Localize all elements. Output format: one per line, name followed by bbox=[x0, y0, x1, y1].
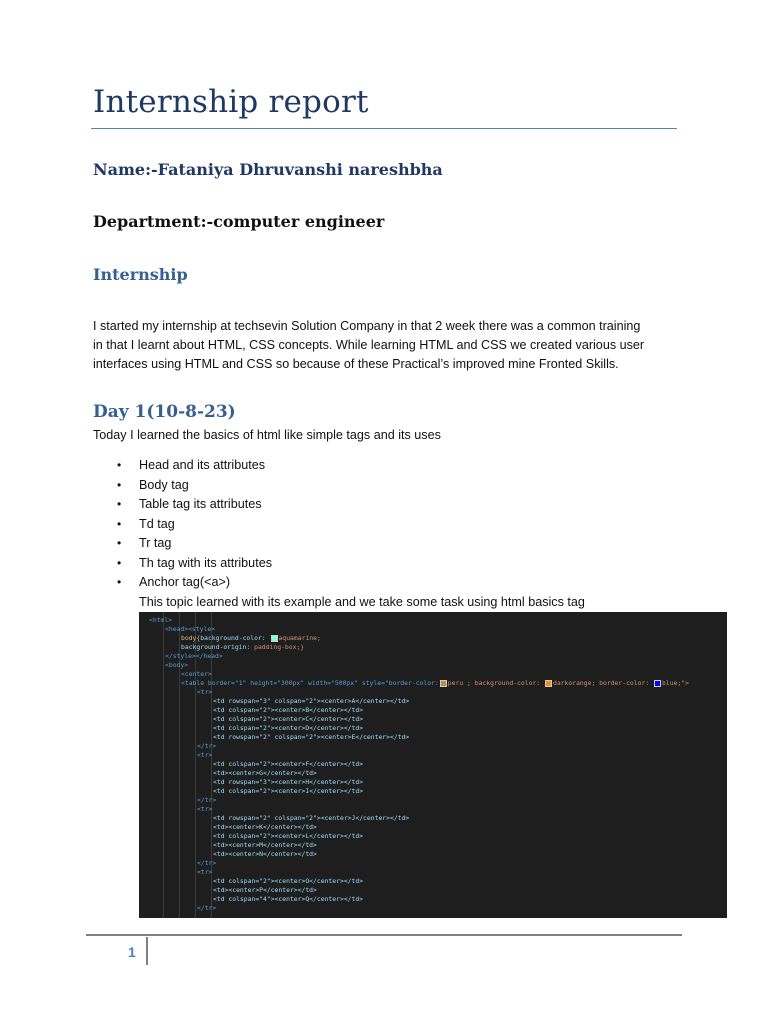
code-line: <td rowspan="2" colspan="2"><center>E</center></td> bbox=[213, 733, 410, 741]
document-page: Internship report Name:-Fataniya Dhruvanshi nareshbha Department:-computer engineer Internship I started my internship at techsevin Solution Company in that 2 week there was a common training in that I learnt about HTML, CSS concepts. While learning HTML and CSS we created various user interfaces using HTML and CSS so because of these Practical’s improved mine Fronted Skills. Day 1(10-8-23) Today I learned the basics of html like simple tags and its uses • Head and its attributes • Body tag • Table tag its attributes • Td tag • Tr tag • Th tag with its attributes • Anchor tag(<a>) This topic learned with its example and we take some task using html basics tag <html> <head><style> body{background-color: aquamarine; background-origin: padding-box;} </style></head> <body> <center> <table border="1" height="300px" width="500px" style="border-color: peru ; background-color: darkorange; border-color: blue;"> <tr> <td rowspan="3" colspan="2"><center>A</center></td> <td colspan="2"><center>B</center></td> <td colspan="2"><center>C</center></td> <td colspan="2"><center>D</center></td> <td rowspan="2" colspan="2"><center>E</center></td> </tr> <tr> <td colspan="2"><center>F</center></td> <td><center>G</center></td> <td rowspan="3"><center>H</center></td> <td colspan="2"><center>I</center></td> </tr> <tr> <td rowspan="2" colspan="2"><center>J</center></td> <td><center>K</center></td> <td colspan="2"><center>L</center></td> <td><center>M</center></td> <td><center>N</center></td> </tr> <tr> <td colspan="2"><center>O</center></td> <td><center>P</center></td> <td colspan="4"><center>Q</center></td> </tr> 1 bbox=[0, 0, 768, 1024]
code-line: <body> bbox=[165, 661, 189, 669]
title-underline bbox=[91, 128, 677, 129]
code-line: <head><style> bbox=[165, 625, 216, 633]
code-line: <tr> bbox=[197, 868, 213, 876]
code-line: <td colspan="2"><center>C</center></td> bbox=[213, 715, 364, 723]
code-line: <td rowspan="2" colspan="2"><center>J</center></td> bbox=[213, 814, 410, 822]
bullet-icon: • bbox=[117, 458, 122, 472]
bullet-icon: • bbox=[117, 555, 122, 570]
code-line: <td colspan="2"><center>B</center></td> bbox=[213, 706, 364, 714]
internship-paragraph bbox=[93, 317, 683, 374]
code-line: background-origin: padding-box;} bbox=[181, 643, 305, 651]
code-line: <table border="1" height="300px" width="500px" style="border-color: peru ; background-color: darkorange; border-color: blue;"> bbox=[181, 679, 689, 687]
code-line: <td colspan="2"><center>D</center></td> bbox=[213, 724, 364, 732]
topic-note: This topic learned with its example and we take some task using html basics tag bbox=[139, 595, 585, 609]
indent-guide bbox=[163, 612, 164, 918]
code-line: <td colspan="2"><center>L</center></td> bbox=[213, 832, 364, 840]
department: Department:-computer engineer bbox=[93, 212, 385, 231]
bullet-icon: • bbox=[117, 575, 122, 589]
internship-heading: Internship bbox=[93, 265, 188, 284]
day-heading: Day 1(10-8-23) bbox=[93, 402, 236, 422]
code-line: </style></head> bbox=[165, 652, 223, 660]
code-line: <tr> bbox=[197, 805, 213, 813]
code-line: <html> bbox=[149, 616, 173, 624]
code-line: <td><center>P</center></td> bbox=[213, 886, 317, 894]
report-title: Internship report bbox=[93, 84, 369, 120]
code-line: <td><center>G</center></td> bbox=[213, 769, 317, 777]
code-line: <td colspan="4"><center>Q</center></td> bbox=[213, 895, 364, 903]
code-line: body{background-color: aquamarine; bbox=[181, 634, 321, 642]
code-line: <center> bbox=[181, 670, 212, 678]
code-line: <tr> bbox=[197, 751, 213, 759]
code-screenshot bbox=[139, 612, 727, 918]
code-line: <td><center>M</center></td> bbox=[213, 841, 317, 849]
bullet-icon: • bbox=[117, 497, 122, 511]
day-intro: Today I learned the basics of html like simple tags and its uses bbox=[93, 428, 441, 442]
code-line: <td colspan="2"><center>F</center></td> bbox=[213, 760, 364, 768]
bullet-icon: • bbox=[117, 536, 122, 550]
page-number: 1 bbox=[128, 944, 136, 960]
code-line: </tr> bbox=[197, 904, 217, 912]
code-line: <td rowspan="3" colspan="2"><center>A</center></td> bbox=[213, 697, 410, 705]
code-line: <td colspan="2"><center>O</center></td> bbox=[213, 877, 364, 885]
code-line: </tr> bbox=[197, 859, 217, 867]
paragraph-line: interfaces using HTML and CSS so because of these Practical’s improved mine Fronted Skills. bbox=[93, 357, 619, 371]
code-line: </tr> bbox=[197, 742, 217, 750]
code-line: <td rowspan="3"><center>H</center></td> bbox=[213, 778, 364, 786]
paragraph-line: in that I learnt about HTML, CSS concepts. While learning HTML and CSS we created various user bbox=[93, 338, 645, 352]
code-line: </tr> bbox=[197, 796, 217, 804]
bullet-icon: • bbox=[117, 477, 122, 492]
code-line: <tr> bbox=[197, 688, 213, 696]
student-name: Name:-Fataniya Dhruvanshi nareshbha bbox=[93, 160, 443, 179]
paragraph-line: I started my internship at techsevin Solution Company in that 2 week there was a common training bbox=[93, 319, 641, 333]
code-line: <td colspan="2"><center>I</center></td> bbox=[213, 787, 364, 795]
bullet-icon: • bbox=[117, 516, 122, 531]
footer-rule bbox=[86, 934, 682, 936]
footer-divider bbox=[146, 937, 148, 965]
code-line: <td><center>N</center></td> bbox=[213, 850, 317, 858]
code-line: <td><center>K</center></td> bbox=[213, 823, 317, 831]
